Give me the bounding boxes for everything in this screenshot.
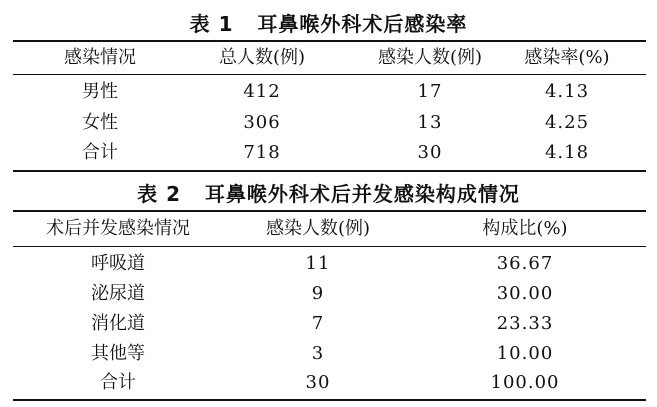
table1-row-male-rate: 4.13 xyxy=(544,81,590,102)
table2-caption xyxy=(0,178,657,207)
table2-row-digestive-count: 7 xyxy=(311,313,325,334)
table2-row-other-count: 3 xyxy=(311,343,325,364)
table2-caption-number: 表 2 xyxy=(137,182,181,206)
table2-row-urinary-count: 9 xyxy=(311,283,325,304)
table1-row-total-infected: 30 xyxy=(417,142,443,163)
table2-row-total-count: 30 xyxy=(305,372,331,393)
table2-row-digestive-ratio: 23.33 xyxy=(496,313,554,334)
table1-row-total-label: 合计 xyxy=(82,142,118,163)
table1-header-rate: 感染率(%) xyxy=(524,47,610,68)
table2-row-digestive-label: 消化道 xyxy=(91,313,145,334)
table1-row-total-total: 718 xyxy=(243,142,281,163)
table2-row-total-ratio: 100.00 xyxy=(490,372,560,393)
table1-caption-number: 表 1 xyxy=(189,12,234,36)
table1-header-total: 总人数(例) xyxy=(218,47,306,68)
table2-row-other-label: 其他等 xyxy=(91,343,145,364)
table1-caption xyxy=(0,8,657,37)
table1-row-female-infected: 13 xyxy=(417,112,443,133)
table2-row-respiratory-ratio: 36.67 xyxy=(496,253,554,274)
table1-row-total-rate: 4.18 xyxy=(544,142,590,163)
table1-row-male-infected: 17 xyxy=(417,81,443,102)
table1-bottom-rule xyxy=(13,170,646,172)
table2-row-urinary-label: 泌尿道 xyxy=(91,283,145,304)
table2-row-urinary-ratio: 30.00 xyxy=(496,283,554,304)
table2-bottom-rule xyxy=(13,399,646,401)
table2-row-respiratory-count: 11 xyxy=(305,253,331,274)
table2-header-rule xyxy=(13,246,646,247)
table1-header-infected: 感染人数(例) xyxy=(377,47,483,68)
table1-caption-title: 耳鼻喉外科术后感染率 xyxy=(257,12,468,36)
table2-top-rule xyxy=(13,210,646,212)
table1-header-category: 感染情况 xyxy=(64,47,136,68)
table1-top-rule xyxy=(13,40,646,42)
table1-row-male-total: 412 xyxy=(243,81,281,102)
table2-row-respiratory-label: 呼吸道 xyxy=(91,253,145,274)
table2-header-ratio: 构成比(%) xyxy=(482,218,568,239)
table2-header-category: 术后并发感染情况 xyxy=(46,218,190,239)
table2-row-other-ratio: 10.00 xyxy=(496,343,554,364)
table1-row-female-label: 女性 xyxy=(82,112,118,133)
table1-header-rule xyxy=(13,74,646,75)
table1-row-female-rate: 4.25 xyxy=(544,112,590,133)
table2-header-infected: 感染人数(例) xyxy=(265,218,371,239)
table2-row-total-label: 合计 xyxy=(100,372,136,393)
table2-caption-title: 耳鼻喉外科术后并发感染构成情况 xyxy=(204,182,520,206)
table1-row-female-total: 306 xyxy=(243,112,281,133)
table1-row-male-label: 男性 xyxy=(82,81,118,102)
